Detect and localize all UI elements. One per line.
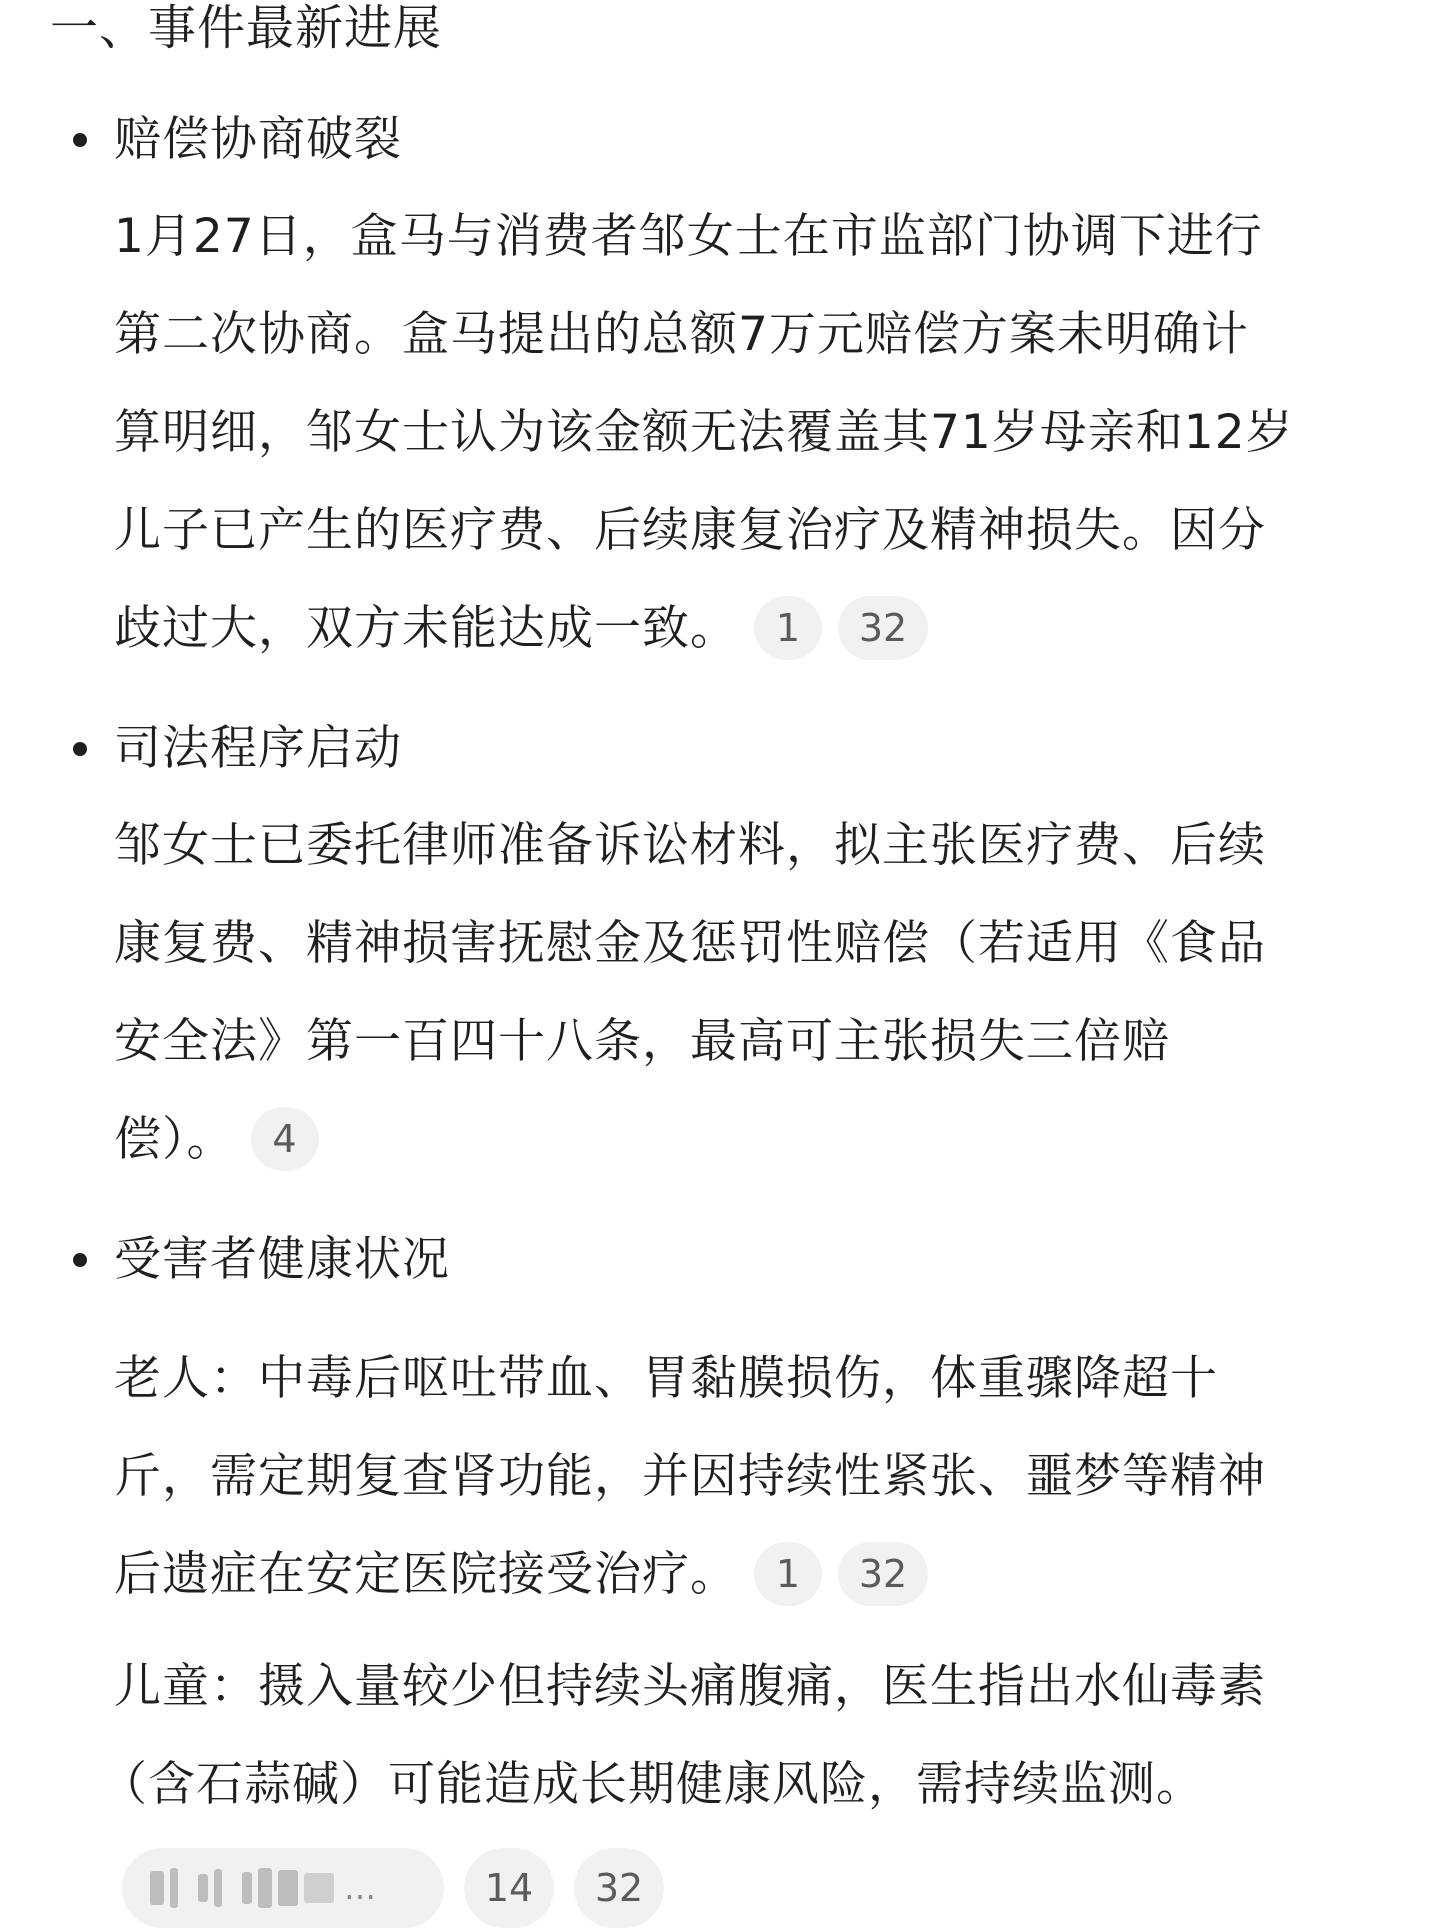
text-line: 斤，需定期复查肾功能，并因持续性紧张、噩梦等精神 — [114, 1449, 1266, 1504]
obscured-source-text — [242, 1872, 252, 1904]
text-line: 算明细，邹女士认为该金额无法覆盖其71岁母亲和12岁 — [114, 405, 1294, 460]
reference-badge[interactable]: 4 — [251, 1107, 319, 1171]
text-line-with-refs — [114, 580, 1384, 678]
text-line: 邹女士已委托律师准备诉讼材料，拟主张医疗费、后续 — [114, 818, 1266, 873]
section-heading: 一、事件最新进展 — [50, 0, 443, 56]
bullet-dot — [73, 1253, 87, 1267]
reference-badge[interactable]: 1 — [754, 1542, 822, 1606]
paragraph-child — [100, 1638, 1384, 1834]
text-line: 儿子已产生的医疗费、后续康复治疗及精神损失。因分 — [114, 503, 1266, 558]
text-line: 康复费、精神损害抚慰金及惩罚性赔偿（若适用《食品 — [114, 916, 1266, 971]
obscured-source-text — [150, 1871, 164, 1905]
obscured-source-text — [198, 1874, 208, 1902]
text-line: 歧过大，双方未能达成一致。 — [114, 601, 738, 656]
reference-badge[interactable]: 1 — [754, 596, 822, 660]
bullet-title: 司法程序启动 — [114, 721, 402, 776]
paragraph-elderly — [114, 1330, 1384, 1624]
text-line: （含石蒜碱）可能造成长期健康风险，需持续监测。 — [100, 1757, 1204, 1812]
obscured-source-text — [278, 1870, 298, 1906]
reference-count-chip[interactable]: 32 — [574, 1848, 664, 1928]
source-ellipsis: … — [344, 1869, 376, 1907]
bullet-title: 赔偿协商破裂 — [114, 112, 402, 167]
text-line: 1月27日，盒马与消费者邹女士在市监部门协调下进行 — [114, 209, 1263, 264]
text-line-with-refs — [114, 1526, 1384, 1624]
reference-badge[interactable]: 32 — [838, 596, 928, 660]
text-line: 第二次协商。盒马提出的总额7万元赔偿方案未明确计 — [114, 307, 1249, 362]
text-line: 儿童：摄入量较少但持续头痛腹痛，医生指出水仙毒素 — [114, 1659, 1266, 1714]
obscured-source-text — [214, 1869, 222, 1907]
paragraph — [114, 797, 1384, 1189]
obscured-source-text — [170, 1868, 178, 1908]
bullet-dot — [73, 742, 87, 756]
source-row — [122, 1848, 664, 1928]
reference-count-chip[interactable]: 14 — [464, 1848, 554, 1928]
obscured-source-text — [304, 1873, 334, 1903]
source-link-chip[interactable] — [122, 1848, 444, 1928]
obscured-source-text — [258, 1868, 272, 1908]
bullet-title: 受害者健康状况 — [114, 1232, 450, 1287]
text-line-with-refs — [114, 1091, 1384, 1189]
bullet-dot — [73, 133, 87, 147]
reference-badge[interactable]: 32 — [838, 1542, 928, 1606]
text-line: 老人：中毒后呕吐带血、胃黏膜损伤，体重骤降超十 — [114, 1351, 1218, 1406]
text-line: 偿）。 — [114, 1112, 235, 1167]
text-line: 后遗症在安定医院接受治疗。 — [114, 1547, 738, 1602]
paragraph — [114, 188, 1384, 678]
text-line: 安全法》第一百四十八条，最高可主张损失三倍赔 — [114, 1014, 1170, 1069]
